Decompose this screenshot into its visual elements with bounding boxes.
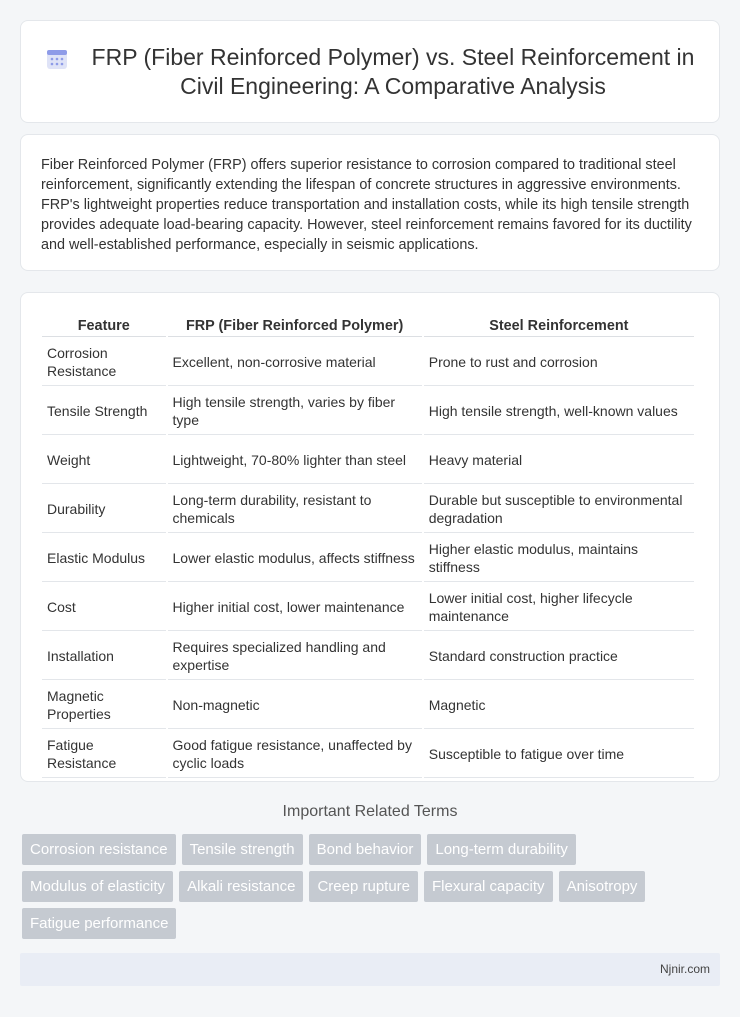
feature-cell: Durability <box>42 486 166 533</box>
steel-cell: Prone to rust and corrosion <box>424 339 694 386</box>
table-row <box>42 339 694 386</box>
table-row <box>42 535 694 582</box>
title-card <box>20 20 720 123</box>
feature-cell: Tensile Strength <box>42 388 166 435</box>
term-tag[interactable]: Anisotropy <box>559 871 646 902</box>
table-row <box>42 437 694 484</box>
frp-cell: Lightweight, 70-80% lighter than steel <box>168 437 422 484</box>
table-row <box>42 486 694 533</box>
header-frp: FRP (Fiber Reinforced Polymer) <box>168 315 422 337</box>
related-terms-list <box>22 834 722 945</box>
frp-cell: Higher initial cost, lower maintenance <box>168 584 422 631</box>
frp-cell: Lower elastic modulus, affects stiffness <box>168 535 422 582</box>
feature-cell: Installation <box>42 633 166 680</box>
steel-cell: Durable but susceptible to environmental degradation <box>424 486 694 533</box>
table-row <box>42 682 694 729</box>
frp-cell: Requires specialized handling and expertise <box>168 633 422 680</box>
footer-site[interactable]: Njnir.com <box>659 962 710 976</box>
header-steel: Steel Reinforcement <box>424 315 694 337</box>
table-row <box>42 584 694 631</box>
term-tag[interactable]: Corrosion resistance <box>22 834 176 865</box>
feature-cell: Fatigue Resistance <box>42 731 166 778</box>
term-tag[interactable]: Bond behavior <box>309 834 422 865</box>
steel-cell: Higher elastic modulus, maintains stiffness <box>424 535 694 582</box>
intro-card <box>20 134 720 271</box>
related-terms-heading: Important Related Terms <box>282 803 458 820</box>
steel-cell: High tensile strength, well-known values <box>424 388 694 435</box>
feature-cell: Corrosion Resistance <box>42 339 166 386</box>
term-tag[interactable]: Creep rupture <box>309 871 418 902</box>
feature-cell: Elastic Modulus <box>42 535 166 582</box>
steel-cell: Magnetic <box>424 682 694 729</box>
term-tag[interactable]: Long-term durability <box>427 834 576 865</box>
intro-paragraph: Fiber Reinforced Polymer (FRP) offers superior resistance to corrosion compared to traditional steel reinforcement, significantly extending the lifespan of concrete structures in aggressive environments. FRP's lightweight properties reduce transportation and installation costs, while its high tensile strength provides adequate load-bearing capacity. However, steel reinforcement remains favored for its ductility and well-established performance, especially in seismic applications. <box>41 157 692 253</box>
term-tag[interactable]: Fatigue performance <box>22 908 176 939</box>
term-tag[interactable]: Tensile strength <box>182 834 303 865</box>
term-tag[interactable]: Alkali resistance <box>179 871 303 902</box>
page-title: FRP (Fiber Reinforced Polymer) vs. Steel Reinforcement in Civil Engineering: A Comparative Analysis <box>91 43 695 99</box>
steel-cell: Lower initial cost, higher lifecycle maintenance <box>424 584 694 631</box>
steel-cell: Heavy material <box>424 437 694 484</box>
feature-cell: Magnetic Properties <box>42 682 166 729</box>
frp-cell: Good fatigue resistance, unaffected by cyclic loads <box>168 731 422 778</box>
table-row <box>42 633 694 680</box>
table-row <box>42 388 694 435</box>
calendar-icon <box>45 47 69 71</box>
feature-cell: Weight <box>42 437 166 484</box>
frp-cell: Non-magnetic <box>168 682 422 729</box>
frp-cell: High tensile strength, varies by fiber type <box>168 388 422 435</box>
frp-cell: Long-term durability, resistant to chemicals <box>168 486 422 533</box>
header-feature: Feature <box>42 315 166 337</box>
table-header-row <box>42 315 694 337</box>
term-tag[interactable]: Modulus of elasticity <box>22 871 173 902</box>
table-row <box>42 731 694 778</box>
footer <box>20 953 720 986</box>
steel-cell: Standard construction practice <box>424 633 694 680</box>
comparison-card <box>20 292 720 782</box>
comparison-table <box>40 313 696 780</box>
term-tag[interactable]: Flexural capacity <box>424 871 553 902</box>
feature-cell: Cost <box>42 584 166 631</box>
steel-cell: Susceptible to fatigue over time <box>424 731 694 778</box>
frp-cell: Excellent, non-corrosive material <box>168 339 422 386</box>
